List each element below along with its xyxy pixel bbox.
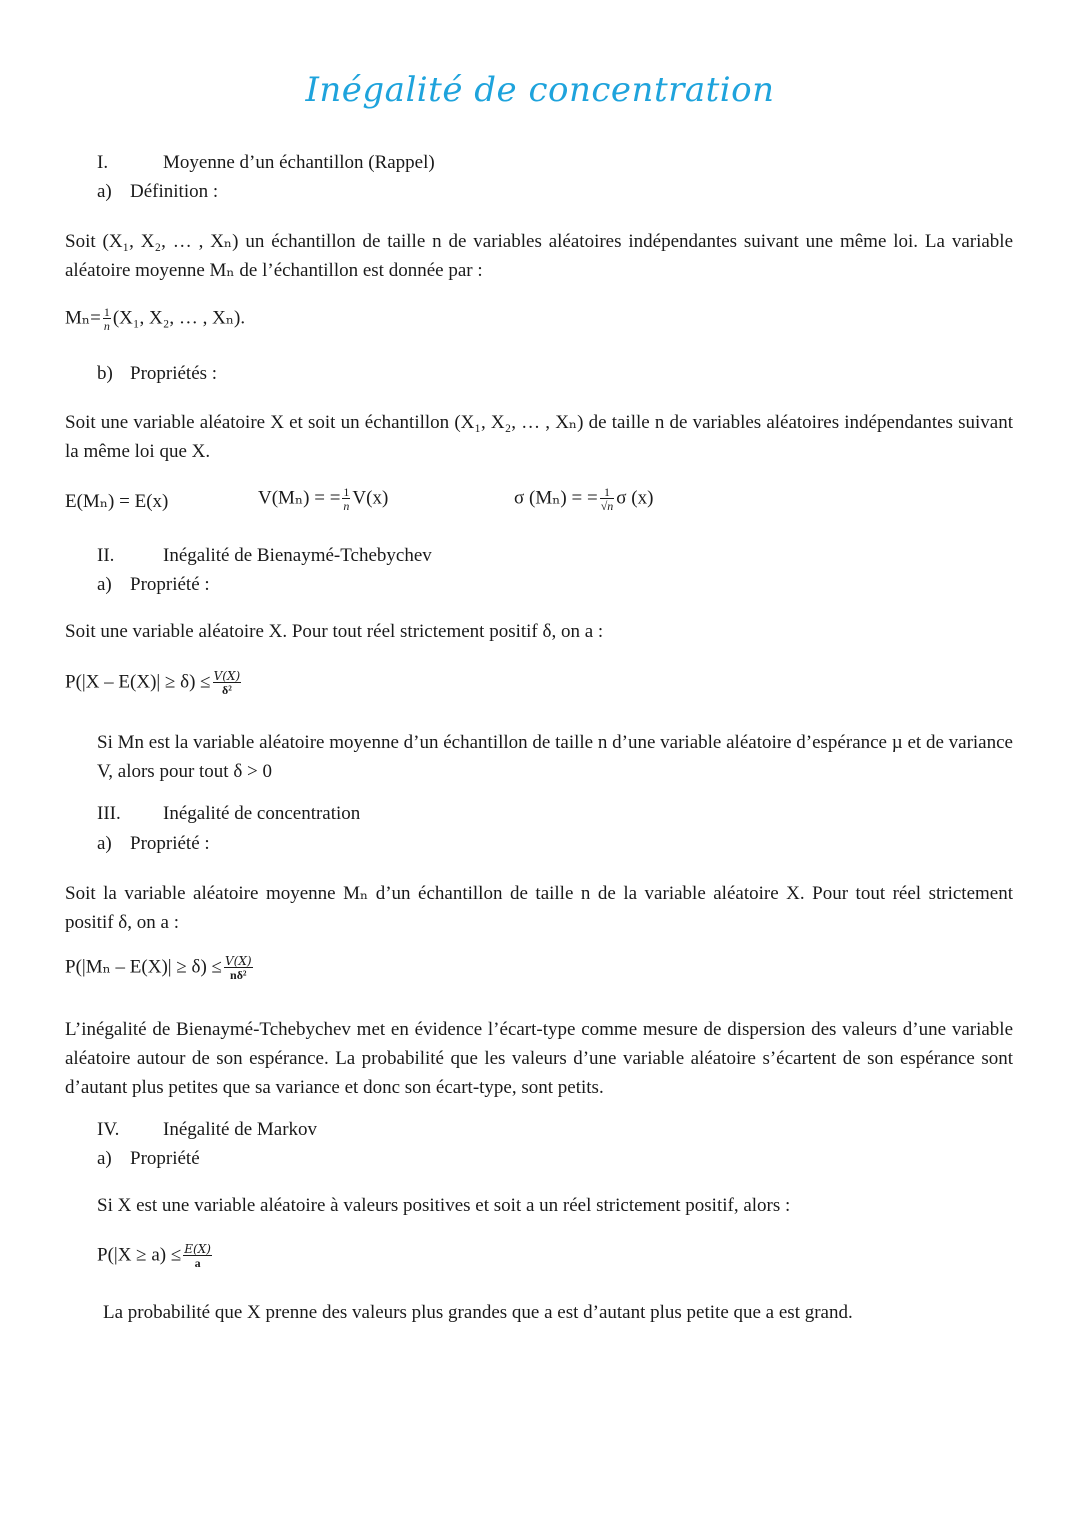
section-1-heading: Moyenne d’un échantillon (Rappel) [163,152,435,173]
formula-variance-rhs: V(x) [352,487,389,509]
formula-mean [65,306,245,332]
section-1a-title: Définition : [130,181,219,202]
formula-concentration-numerator: V(X) [224,954,252,968]
formula-mean-lhs: Mₙ= [65,307,101,329]
formula-mean-rhs: (X₁, X₂, … , Xₙ). [112,307,246,329]
section-2-paragraph-2: Si Mn est la variable aléatoire moyenne d’un échantillon de taille n d’une variable aléatoire d’espérance µ et de variance V, alors pour tout δ > 0 [97,732,1013,782]
formula-variance-lhs: V(Mₙ) = = [258,487,341,509]
formula-stddev-numerator: 1 [604,485,610,499]
formula-concentration-lhs: P(|Mₙ – E(X)| ≥ δ) ≤ [65,956,222,978]
formula-expectation: E(Mₙ) = E(x) [65,491,169,512]
section-1b-title: Propriétés : [130,363,218,384]
section-1-paragraph-1: Soit (X₁, X₂, … , Xₙ) un échantillon de taille n de variables aléatoires indépendantes suivant une même loi. La variable aléatoire moyenne Mₙ de l’échantillon est donnée par : [65,231,1013,281]
formula-bienayme-denominator: δ² [213,682,242,696]
section-3a-title: Propriété : [130,833,210,854]
formula-markov-numerator: E(X) [184,1242,211,1256]
section-3-paragraph-2: L’inégalité de Bienaymé-Tchebychev met en évidence l’écart-type comme mesure de dispersion des valeurs d’une variable aléatoire autour de son espérance. La probabilité que les valeurs d’une variable aléatoire s’écartent de son espérance sont d’autant plus petites que sa variance et donc son écart-type, sont petits. [65,1019,1013,1098]
section-1-number: I. [97,152,109,173]
formula-mean-numerator: 1 [103,305,110,319]
formula-bienayme-numerator: V(X) [213,669,241,683]
formula-stddev-denominator: √n [600,499,614,513]
section-2a-title: Propriété : [130,574,210,595]
section-3a-label: a) [97,833,112,854]
formula-markov-lhs: P(|X ≥ a) ≤ [97,1244,182,1266]
formula-markov [97,1243,214,1269]
section-4-heading: Inégalité de Markov [163,1119,318,1140]
formula-variance-denominator: n [343,499,350,513]
section-2-heading: Inégalité de Bienaymé-Tchebychev [163,545,432,566]
section-2-paragraph-1: Soit une variable aléatoire X. Pour tout réel strictement positif δ, on a : [65,621,604,642]
formula-bienayme-lhs: P(|X – E(X)| ≥ δ) ≤ [65,671,211,693]
formula-stddev-rhs: σ (x) [616,487,654,509]
formula-variance-numerator: 1 [343,485,350,499]
section-4a-title: Propriété [130,1148,200,1169]
formula-mean-denominator: n [103,319,110,333]
section-1-paragraph-2: Soit une variable aléatoire X et soit un échantillon (X₁, X₂, … , Xₙ) de taille n de variables aléatoires indépendantes suivant la même loi que X. [65,412,1013,462]
section-2-number: II. [97,545,115,566]
section-1a-label: a) [97,181,112,202]
section-3-heading: Inégalité de concentration [163,803,361,824]
section-4-paragraph-2: La probabilité que X prenne des valeurs plus grandes que a est d’autant plus petite que a est grand. [103,1302,853,1323]
section-4-paragraph-1: Si X est une variable aléatoire à valeurs positives et soit a un réel strictement positif, alors : [97,1195,791,1216]
section-2a-label: a) [97,574,112,595]
section-4a-label: a) [97,1148,112,1169]
section-1b-label: b) [97,363,113,384]
formula-variance [258,486,388,512]
formula-stddev [514,486,653,512]
formula-concentration-denominator: nδ² [224,967,253,981]
formula-concentration [65,955,255,981]
formula-stddev-lhs: σ (Mₙ) = = [514,487,598,509]
formula-markov-denominator: a [183,1255,212,1269]
section-3-number: III. [97,803,121,824]
formula-bienayme [65,670,243,696]
section-3-paragraph-1: Soit la variable aléatoire moyenne Mₙ d’un échantillon de taille n de la variable aléatoire X. Pour tout réel strictement positif δ, on a : [65,883,1013,933]
section-4-number: IV. [97,1119,120,1140]
page-title: Inégalité de concentration [305,70,775,110]
